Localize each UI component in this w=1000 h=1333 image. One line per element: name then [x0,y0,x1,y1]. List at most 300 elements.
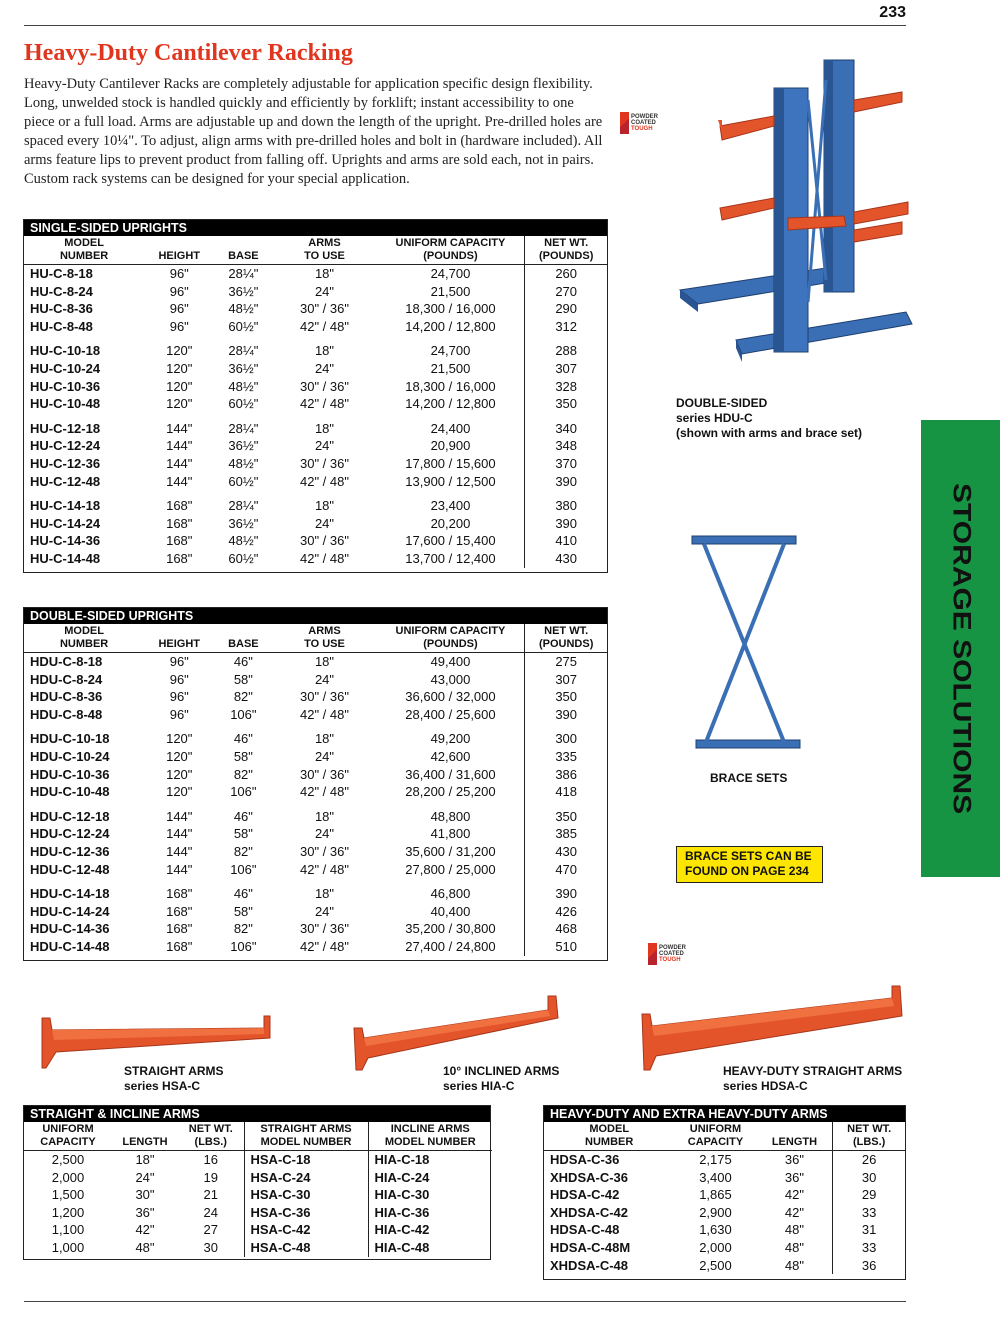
incline-model-cell: HIA-C-24 [368,1169,492,1187]
model-cell: HU-C-12-24 [30,438,101,454]
net-wt-cell: 328 [525,378,607,396]
table-row [544,1186,905,1204]
table-row [544,1239,905,1257]
net-wt-cell: 340 [525,420,607,438]
net-wt-cell: 30 [833,1169,905,1187]
base-cell: 36½" [228,438,259,454]
base-cell: 36½" [228,283,259,299]
model-cell: HDU-C-12-24 [30,826,110,842]
arms-cell: 30" / 36" [299,921,349,937]
net-wt-cell: 270 [525,283,607,301]
model-cell: XHDSA-C-42 [550,1204,629,1220]
table-row [24,300,607,318]
capacity-cell: 36,400 / 31,600 [405,766,496,782]
base-cell: 58" [233,748,253,764]
double-sided-rack-illustration [676,40,916,390]
heavy-duty-arms-table [543,1105,906,1280]
incline-model-cell: HIA-C-18 [368,1151,492,1169]
capacity-cell: 24,700 [430,343,471,359]
base-cell: 48½" [228,533,259,549]
col-height: HEIGHT [144,624,214,653]
group-spacer [24,878,607,885]
length-cell: 48" [135,1239,155,1255]
arms-cell: 30" / 36" [299,301,349,317]
arms-cell: 18" [314,498,335,514]
net-wt-cell: 290 [525,300,607,318]
net-wt-cell: 390 [525,515,607,533]
table-row [544,1204,905,1222]
arms-cell: 30" / 36" [299,378,349,394]
capacity-cell: 49,200 [430,731,471,747]
arms-cell: 24" [314,671,335,687]
net-wt-cell: 390 [525,473,607,491]
table-row [24,1169,492,1187]
arms-cell: 24" [314,826,335,842]
model-cell: HDSA-C-36 [550,1152,620,1167]
table-row [544,1221,905,1239]
straight-model-cell: HSA-C-30 [244,1186,368,1204]
table-row [24,265,607,283]
capacity-cell: 2,000 [51,1169,85,1185]
table-row [24,437,607,455]
col-height: HEIGHT [144,236,214,265]
capacity-cell: 35,200 / 30,800 [405,921,496,937]
height-cell: 168" [166,498,193,514]
table-row [24,938,607,956]
table-row [544,1169,905,1187]
net-wt-cell: 370 [525,455,607,473]
model-cell: HDU-C-8-48 [30,706,103,722]
base-cell: 82" [233,766,253,782]
capacity-cell: 2,900 [699,1204,732,1220]
table-row [24,1186,492,1204]
height-cell: 168" [166,515,193,531]
height-cell: 144" [166,861,193,877]
model-cell: HDU-C-12-36 [30,843,110,859]
arms-cell: 30" / 36" [299,533,349,549]
double-sided-body [24,653,607,956]
model-cell: XHDSA-C-48 [550,1257,629,1273]
table-row [24,360,607,378]
capacity-cell: 14,200 / 12,800 [405,318,496,334]
table-row [24,532,607,550]
capacity-cell: 20,200 [430,515,471,531]
group-spacer [24,413,607,420]
model-cell: HU-C-14-18 [30,498,101,514]
base-cell: 60½" [228,396,259,412]
straight-arms-caption: STRAIGHT ARMS series HSA-C [124,1064,224,1093]
model-cell: HU-C-8-24 [30,283,93,299]
arms-cell: 42" / 48" [299,861,349,877]
arms-cell: 30" / 36" [299,689,349,705]
incline-model-cell: HIA-C-42 [368,1221,492,1239]
col-arms: ARMS TO USE [272,624,376,653]
col-length: LENGTH [757,1122,833,1151]
net-wt-cell: 350 [525,808,607,826]
base-cell: 82" [233,689,253,705]
base-cell: 48½" [228,301,259,317]
arms-cell: 24" [314,438,335,454]
col-arms: ARMS TO USE [272,236,376,265]
capacity-cell: 43,000 [430,671,471,687]
capacity-cell: 1,865 [699,1187,732,1203]
net-wt-cell: 275 [525,653,607,671]
base-cell: 48½" [228,378,259,394]
col-incline-model: INCLINE ARMS MODEL NUMBER [368,1122,492,1151]
capacity-cell: 28,200 / 25,200 [405,784,496,800]
capacity-cell: 1,200 [51,1204,85,1220]
height-cell: 168" [166,903,193,919]
arms-cell: 30" / 36" [299,766,349,782]
table-title: SINGLE-SIDED UPRIGHTS [24,220,607,236]
base-cell: 36½" [228,515,259,531]
table-row [24,420,607,438]
arms-cell: 42" / 48" [299,784,349,800]
net-wt-cell: 380 [525,497,607,515]
table-row [24,671,607,689]
net-wt-cell: 26 [833,1151,905,1169]
height-cell: 144" [166,808,193,824]
arms-cell: 24" [314,360,335,376]
model-cell: HU-C-8-36 [30,301,93,317]
height-cell: 96" [169,689,189,705]
capacity-cell: 27,800 / 25,000 [405,861,496,877]
base-cell: 28¼" [228,266,259,281]
model-cell: HU-C-10-48 [30,396,101,412]
model-cell: HU-C-14-48 [30,550,101,566]
model-cell: HU-C-12-48 [30,473,101,489]
page-title: Heavy-Duty Cantilever Racking [24,40,353,66]
height-cell: 168" [166,938,193,954]
base-cell: 46" [233,731,253,747]
capacity-cell: 1,500 [51,1187,85,1203]
base-cell: 106" [230,784,257,800]
arms-cell: 24" [314,283,335,299]
base-cell: 46" [233,808,253,824]
hd-straight-arms-caption: HEAVY-DUTY STRAIGHT ARMS series HDSA-C [723,1064,903,1093]
single-sided-uprights-table [23,219,608,573]
arms-cell: 24" [314,903,335,919]
model-cell: HDSA-C-48 [550,1222,620,1238]
arms-cell: 42" / 48" [299,550,349,566]
net-wt-cell: 335 [525,748,607,766]
model-cell: HDU-C-14-48 [30,938,110,954]
net-wt-cell: 29 [833,1186,905,1204]
model-cell: HDU-C-10-36 [30,766,110,782]
base-cell: 60½" [228,473,259,489]
arms-body [24,1151,492,1257]
base-cell: 106" [230,706,257,722]
arms-cell: 24" [314,515,335,531]
arms-cell: 30" / 36" [299,843,349,859]
net-wt-cell: 430 [525,843,607,861]
col-model: MODEL NUMBER [24,624,144,653]
capacity-cell: 24,700 [430,266,471,281]
base-cell: 46" [233,886,253,902]
arms-cell: 18" [314,343,335,359]
model-cell: HDU-C-14-36 [30,921,110,937]
table-row [24,1221,492,1239]
net-wt-cell: 31 [833,1221,905,1239]
double-sided-uprights-table [23,607,608,961]
height-cell: 144" [166,473,193,489]
height-cell: 96" [169,266,189,281]
height-cell: 168" [166,921,193,937]
powder-coated-flag-icon [620,112,629,134]
double-sided-grid [24,624,607,956]
net-wt-cell: 410 [525,532,607,550]
incline-model-cell: HIA-C-30 [368,1186,492,1204]
capacity-cell: 40,400 [430,903,471,919]
net-wt-cell: 350 [525,688,607,706]
capacity-cell: 17,600 / 15,400 [405,533,496,549]
net-wt-cell: 21 [203,1187,218,1203]
col-model: MODEL NUMBER [544,1122,674,1151]
height-cell: 120" [166,378,193,394]
height-cell: 96" [169,283,189,299]
length-cell: 42" [784,1204,804,1220]
height-cell: 144" [166,826,193,842]
model-cell: HU-C-10-36 [30,378,101,394]
net-wt-cell: 36 [833,1257,905,1275]
net-wt-cell: 288 [525,342,607,360]
capacity-cell: 2,500 [51,1152,85,1167]
height-cell: 144" [166,438,193,454]
inclined-arms-caption: 10° INCLINED ARMS series HIA-C [443,1064,560,1093]
group-spacer [24,490,607,497]
table-row [24,825,607,843]
model-cell: HDU-C-8-36 [30,689,103,705]
straight-arm-illustration [38,1008,274,1072]
model-cell: HDU-C-12-48 [30,861,110,877]
table-row [24,378,607,396]
table-row [24,497,607,515]
capacity-cell: 2,500 [699,1257,732,1273]
model-cell: HDU-C-10-24 [30,748,110,764]
base-cell: 28¼" [228,420,259,436]
capacity-cell: 3,400 [699,1169,732,1185]
straight-model-cell: HSA-C-42 [244,1221,368,1239]
capacity-cell: 13,900 / 12,500 [405,473,496,489]
base-cell: 48½" [228,455,259,471]
model-cell: HDU-C-14-24 [30,903,110,919]
height-cell: 96" [169,671,189,687]
base-cell: 106" [230,861,257,877]
col-model: MODEL NUMBER [24,236,144,265]
height-cell: 120" [166,360,193,376]
hd-arms-body [544,1151,905,1275]
model-cell: HDU-C-10-18 [30,731,110,747]
table-row [24,730,607,748]
length-cell: 30" [135,1187,155,1203]
model-cell: HU-C-14-36 [30,533,101,549]
base-cell: 58" [233,826,253,842]
capacity-cell: 21,500 [430,283,471,299]
table-row [24,395,607,413]
model-cell: HDU-C-12-18 [30,808,110,824]
table-row [24,1239,492,1257]
col-net-wt: NET WT. (LBS.) [178,1122,244,1151]
arms-cell: 18" [314,420,335,436]
table-row [24,318,607,336]
straight-model-cell: HSA-C-48 [244,1239,368,1257]
table-row [24,783,607,801]
table-row [24,706,607,724]
table-row [24,455,607,473]
powder-coated-flag-icon [648,943,657,965]
single-sided-grid [24,236,607,568]
capacity-cell: 1,100 [51,1222,85,1238]
model-cell: HU-C-8-48 [30,318,93,334]
base-cell: 82" [233,921,253,937]
length-cell: 36" [135,1204,155,1220]
capacity-cell: 28,400 / 25,600 [405,706,496,722]
arms-cell: 42" / 48" [299,396,349,412]
height-cell: 120" [166,784,193,800]
table-row [24,1204,492,1222]
net-wt-cell: 260 [525,265,607,283]
model-cell: HDU-C-10-48 [30,784,110,800]
height-cell: 168" [166,550,193,566]
table-row [24,1151,492,1169]
col-length: LENGTH [112,1122,178,1151]
capacity-cell: 35,600 / 31,200 [405,843,496,859]
net-wt-cell: 390 [525,706,607,724]
height-cell: 144" [166,420,193,436]
table-row [544,1151,905,1169]
col-base: BASE [214,624,272,653]
arms-cell: 42" / 48" [299,938,349,954]
height-cell: 96" [169,654,189,669]
table-title: HEAVY-DUTY AND EXTRA HEAVY-DUTY ARMS [544,1106,905,1122]
length-cell: 42" [784,1187,804,1203]
model-cell: HU-C-10-18 [30,343,101,359]
model-cell: HDU-C-14-18 [30,886,110,902]
arms-cell: 18" [314,731,335,747]
net-wt-cell: 307 [525,671,607,689]
capacity-cell: 14,200 / 12,800 [405,396,496,412]
base-cell: 60½" [228,318,259,334]
arms-cell: 18" [314,808,335,824]
net-wt-cell: 430 [525,550,607,568]
length-cell: 18" [135,1152,155,1167]
height-cell: 96" [169,301,189,317]
length-cell: 48" [784,1239,804,1255]
single-sided-body [24,265,607,568]
net-wt-cell: 348 [525,437,607,455]
model-cell: HDU-C-8-18 [30,654,103,669]
table-row [24,808,607,826]
col-capacity: UNIFORM CAPACITY (POUNDS) [377,624,525,653]
col-net-wt: NET WT. (LBS.) [833,1122,905,1151]
length-cell: 36" [784,1169,804,1185]
base-cell: 36½" [228,360,259,376]
header-row [24,1122,492,1151]
table-row [24,515,607,533]
capacity-cell: 2,000 [699,1239,732,1255]
net-wt-cell: 468 [525,920,607,938]
model-cell: HU-C-14-24 [30,515,101,531]
length-cell: 48" [784,1257,804,1273]
base-cell: 60½" [228,550,259,566]
net-wt-cell: 27 [203,1222,218,1238]
table-row [24,920,607,938]
table-row [24,550,607,568]
height-cell: 144" [166,843,193,859]
capacity-cell: 24,400 [430,420,471,436]
brace-sets-callout: BRACE SETS CAN BE FOUND ON PAGE 234 [676,846,823,883]
table-title: DOUBLE-SIDED UPRIGHTS [24,608,607,624]
arms-cell: 30" / 36" [299,455,349,471]
capacity-cell: 13,700 / 12,400 [405,550,496,566]
model-cell: HDSA-C-48M [550,1239,631,1255]
capacity-cell: 17,800 / 15,600 [405,455,496,471]
net-wt-cell: 470 [525,861,607,879]
net-wt-cell: 385 [525,825,607,843]
net-wt-cell: 33 [833,1204,905,1222]
net-wt-cell: 30 [203,1239,218,1255]
capacity-cell: 46,800 [430,886,471,902]
arms-cell: 42" / 48" [299,706,349,722]
straight-model-cell: HSA-C-24 [244,1169,368,1187]
height-cell: 120" [166,766,193,782]
incline-model-cell: HIA-C-48 [368,1239,492,1257]
length-cell: 48" [784,1222,804,1238]
arms-cell: 42" / 48" [299,473,349,489]
arms-cell: 18" [314,266,335,281]
height-cell: 96" [169,706,189,722]
table-row [24,748,607,766]
col-capacity: UNIFORM CAPACITY [24,1122,112,1151]
model-cell: HU-C-12-18 [30,420,101,436]
model-cell: HDU-C-8-24 [30,671,103,687]
base-cell: 28¼" [228,498,259,514]
inclined-arm-illustration [352,992,566,1072]
page-number: 233 [879,4,906,21]
length-cell: 36" [784,1152,804,1167]
net-wt-cell: 24 [203,1204,218,1220]
base-cell: 28¼" [228,343,259,359]
height-cell: 168" [166,886,193,902]
capacity-cell: 27,400 / 24,800 [405,938,496,954]
length-cell: 42" [135,1222,155,1238]
base-cell: 82" [233,843,253,859]
height-cell: 168" [166,533,193,549]
height-cell: 96" [169,318,189,334]
net-wt-cell: 390 [525,885,607,903]
net-wt-cell: 418 [525,783,607,801]
arms-cell: 42" / 48" [299,318,349,334]
arms-cell: 24" [314,748,335,764]
base-cell: 46" [233,654,253,669]
height-cell: 120" [166,396,193,412]
col-capacity: UNIFORM CAPACITY (POUNDS) [377,236,525,265]
top-rule [24,25,906,26]
capacity-cell: 49,400 [430,654,471,669]
capacity-cell: 18,300 / 16,000 [405,301,496,317]
capacity-cell: 23,400 [430,498,471,514]
capacity-cell: 20,900 [430,438,471,454]
height-cell: 120" [166,343,193,359]
capacity-cell: 42,600 [430,748,471,764]
net-wt-cell: 386 [525,766,607,784]
straight-incline-arms-table [23,1105,491,1260]
bottom-rule [24,1301,906,1302]
base-cell: 58" [233,903,253,919]
capacity-cell: 2,175 [699,1152,732,1167]
base-cell: 58" [233,671,253,687]
table-row [24,861,607,879]
